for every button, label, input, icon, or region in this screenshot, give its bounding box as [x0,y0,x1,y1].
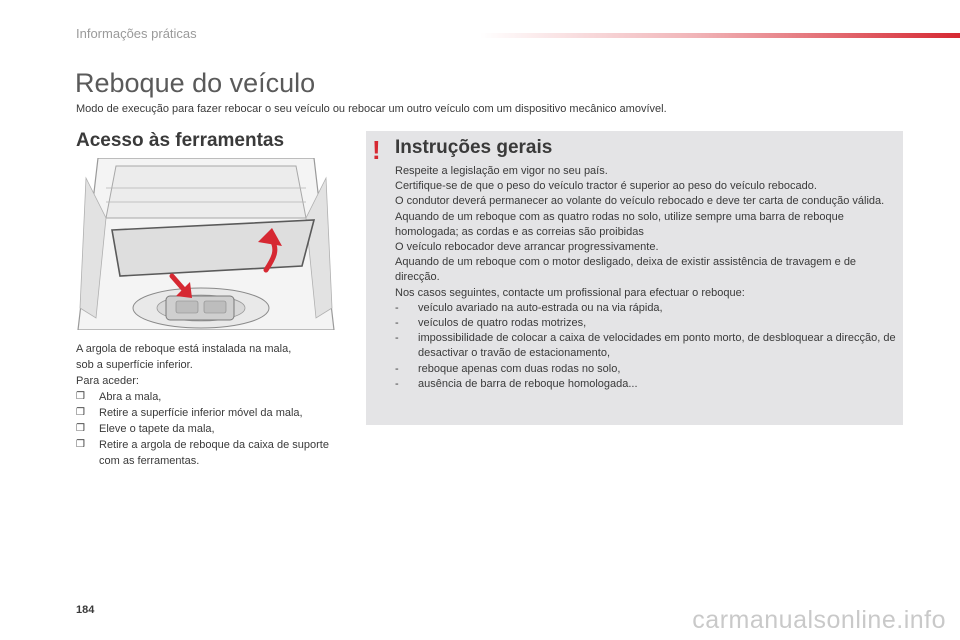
step-text: Retire a superfície inferior móvel da mala, [99,407,303,419]
tools-intro-line: Para aceder: [76,375,139,387]
page-title: Reboque do veículo [75,68,316,98]
checkbox-icon: ❒ [76,391,85,402]
floor-panel [112,220,314,276]
notice-paragraph: Respeite a legislação em vigor no seu país. [395,165,608,177]
tools-steps-list [76,389,338,469]
step-text: Eleve o tapete da mala, [99,423,215,435]
page-number: 184 [76,604,95,616]
checkbox-icon: ❒ [76,407,85,418]
step-text: Abra a mala, [99,391,162,403]
case-text: ausência de barra de reboque homologada... [418,377,638,390]
list-item [76,389,338,405]
case-text: impossibilidade de colocar a caixa de velocidades em ponto morto, de desbloquear a direcção, de desactivar o travão de estacionamento, [418,332,896,360]
notice-paragraph: Nos casos seguintes, contacte um profissional para efectuar o reboque: [395,286,745,299]
general-instructions-box [366,131,903,425]
list-item [76,437,338,469]
watermark: carmanualsonline.info [692,606,946,634]
step-text: Retire a argola de reboque da caixa de suporte com as ferramentas. [99,439,329,467]
notice-paragraph: O veículo rebocador deve arrancar progressivamente. [395,241,659,254]
tools-intro-line: sob a superfície inferior. [76,359,193,371]
trunk-illustration [76,158,336,330]
section-label: Informações práticas [76,26,197,41]
list-item: - impossibilidade de colocar a caixa de velocidades em ponto morto, de desbloquear a direcção, de desactivar o travão de estacionamento, [395,332,896,360]
list-item [76,405,338,421]
header-accent-bar [480,33,960,38]
list-item: - reboque apenas com duas rodas no solo, [395,362,621,375]
notice-paragraph: Certifique-se de que o peso do veículo tractor é superior ao peso do veículo rebocado. [395,180,817,193]
tools-heading: Acesso às ferramentas [76,130,285,151]
tools-body [76,341,338,469]
tools-intro-line: A argola de reboque está instalada na mala, [76,343,292,355]
list-item [76,421,338,437]
page-subtitle: Modo de execução para fazer rebocar o seu veículo ou rebocar um outro veículo com um dispositivo mecânico amovível. [76,103,667,115]
checkbox-icon: ❒ [76,423,85,434]
notice-paragraph: Aquando de um reboque com o motor desligado, deixa de existir assistência de travagem e de direcção. [395,256,857,284]
cases-list [395,301,901,392]
case-text: reboque apenas com duas rodas no solo, [418,362,621,375]
case-text: veículos de quatro rodas motrizes, [418,317,587,330]
notice-heading: Instruções gerais [395,137,553,158]
list-item: - veículo avariado na auto-estrada ou na via rápida, [395,301,663,314]
notice-paragraph: Aquando de um reboque com as quatro rodas no solo, utilize sempre uma barra de reboque homologada; as cordas e as correias são proibidas [395,210,844,238]
warning-icon: ! [372,135,381,165]
list-item: - veículos de quatro rodas motrizes, [395,317,587,330]
case-text: veículo avariado na auto-estrada ou na via rápida, [418,301,663,314]
checkbox-icon: ❒ [76,439,85,450]
notice-body [395,164,901,392]
notice-paragraph: O condutor deverá permanecer ao volante do veículo rebocado e deve ter carta de condução válida. [395,195,885,208]
list-item: - ausência de barra de reboque homologada... [395,377,638,390]
